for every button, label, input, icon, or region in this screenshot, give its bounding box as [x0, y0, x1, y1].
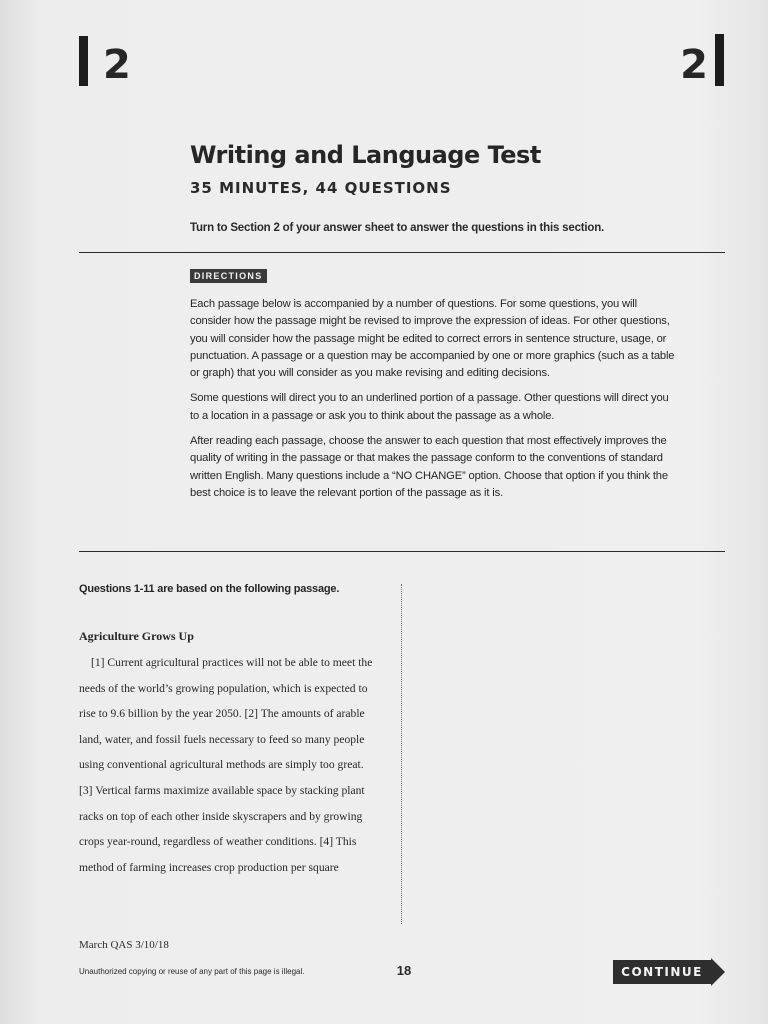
test-subtitle: 35 MINUTES, 44 QUESTIONS [190, 179, 452, 197]
section-bar-right [715, 34, 724, 86]
directions-paragraph: Some questions will direct you to an underlined portion of a passage. Other questions will direct you to a location in a passage or ask you to think about the passage as a whole. [190, 392, 669, 422]
test-title: Writing and Language Test [190, 141, 541, 169]
answer-sheet-instruction: Turn to Section 2 of your answer sheet to answer the questions in this section. [190, 222, 605, 234]
section-number-left: 2 [103, 42, 131, 88]
continue-banner [613, 958, 725, 986]
section-bar-left [79, 36, 88, 86]
directions-label: DIRECTIONS [190, 269, 267, 283]
passage-text [79, 650, 379, 880]
section-number-right: 2 [680, 42, 708, 88]
form-code: March QAS 3/10/18 [79, 939, 169, 951]
column-divider [401, 584, 402, 924]
page-number: 18 [396, 963, 412, 978]
passage-paragraph: [1] Current agricultural practices will not be able to meet the needs of the world’s growing population, which is expected to rise to 9.6 billion by the year 2050. [2] The amounts of arable land, water, and fossil fuels necessary to feed so many people using conventional agricultural methods are simply too great. [3] Vertical farms maximize available space by stacking plant racks on top of each other inside skyscrapers and by growing crops year-round, regardless of weather conditions. [4] This method of farming increases crop production per square [79, 656, 373, 874]
directions-paragraph: After reading each passage, choose the answer to each question that most effectively improves the quality of writing in the passage or that makes the passage conform to the conventions of standard written English. Many questions include a “NO CHANGE” option. Choose that option if you think the best choice is to leave the relevant portion of the passage as it is. [190, 435, 668, 499]
divider-bottom [79, 551, 725, 552]
passage-title: Agriculture Grows Up [79, 629, 194, 643]
directions-body [190, 296, 680, 510]
copyright-notice: Unauthorized copying or reuse of any part of this page is illegal. [79, 967, 305, 976]
divider-top [79, 252, 725, 253]
questions-intro: Questions 1-11 are based on the following passage. [79, 583, 340, 595]
continue-label: CONTINUE [621, 965, 703, 979]
directions-paragraph: Each passage below is accompanied by a number of questions. For some questions, you will consider how the passage might be revised to improve the expression of ideas. For other questions, you will consider how the passage might be edited to correct errors in sentence structure, usage, or punctuation. A passage or a question may be accompanied by one or more graphics (such as a table or graph) that you will consider as you make revising and editing decisions. [190, 298, 675, 380]
